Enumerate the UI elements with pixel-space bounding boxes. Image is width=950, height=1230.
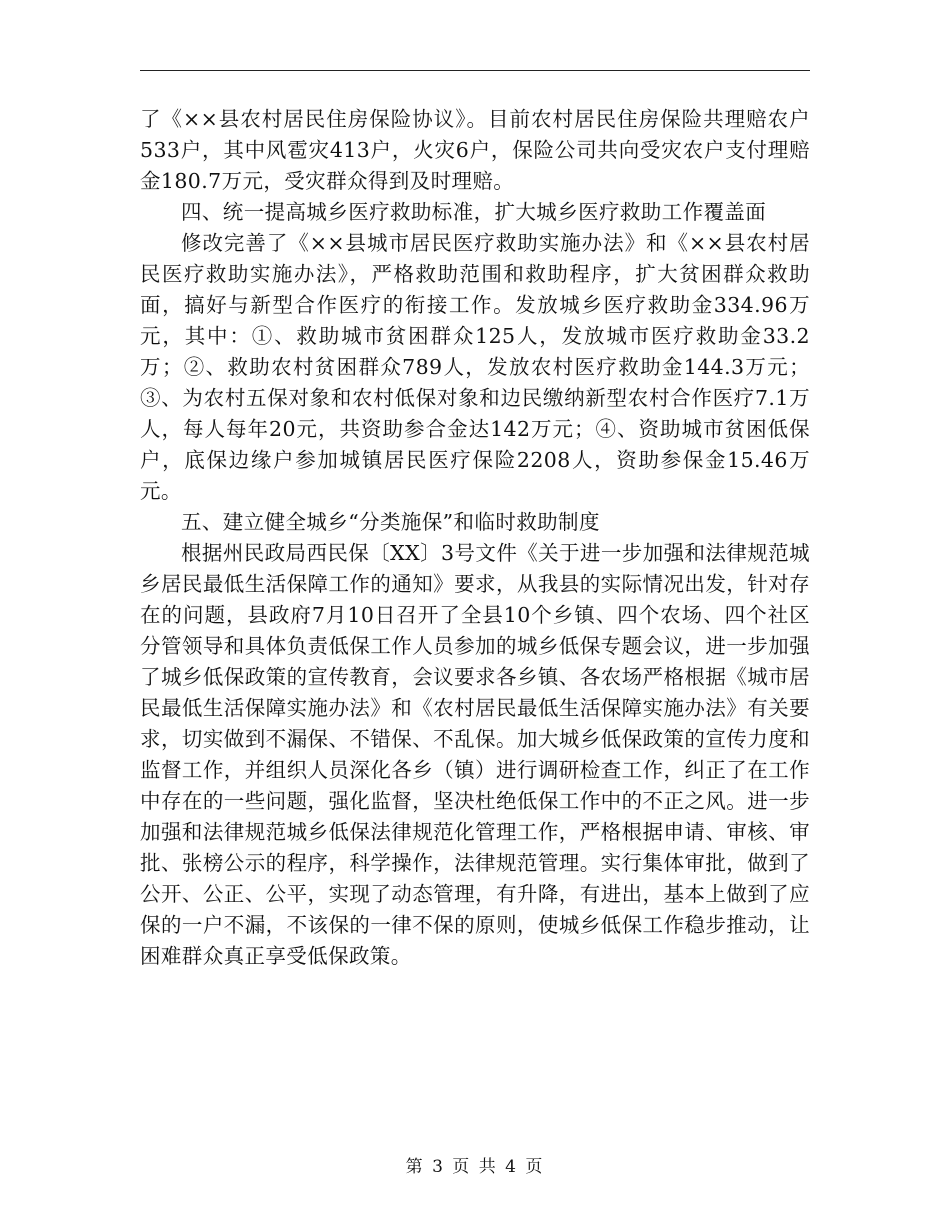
paragraph-low-income-security: 根据州民政局西民保〔XX〕3号文件《关于进一步加强和法律规范城乡居民最低生活保障工作的通知》要求，从我县的实际情况出发，针对存在的问题，县政府7月10日召开了全县10个乡镇、四个农场、四个社区分管领导和具体负责低保工作人员参加的城乡低保专题会议，进一步加强了城乡低保政策的宣传教育，会议要求各乡镇、各农场严格根据《城市居民最低生活保障实施办法》和《农村居民最低生活保障实施办法》有关要求，切实做到不漏保、不错保、不乱保。加大城乡低保政策的宣传力度和监督工作，并组织人员深化各乡（镇）进行调研检查工作，纠正了在工作中存在的一些问题，强化监督，坚决杜绝低保工作中的不正之风。进一步加强和法律规范城乡低保法律规范化管理工作，严格根据申请、审核、审批、张榜公示的程序，科学操作，法律规范管理。实行集体审批，做到了公开、公正、公平，实现了动态管理，有升降，有进出，基本上做到了应保的一户不漏，不该保的一律不保的原则，使城乡低保工作稳步推动，让困难群众真正享受低保政策。 (140, 541, 810, 968)
section-heading-5: 五、建立健全城乡“分类施保”和临时救助制度 (181, 510, 600, 534)
page-footer (0, 1152, 950, 1177)
section-heading-4: 四、统一提高城乡医疗救助标准，扩大城乡医疗救助工作覆盖面 (181, 200, 767, 224)
document-body (140, 104, 810, 972)
page-number: 第 3 页 共 4 页 (405, 1157, 545, 1177)
header-rule (140, 70, 810, 71)
paragraph-continuation: 了《××县农村居民住房保险协议》。目前农村居民住房保险共理赔农户533户，其中风雹灾413户，火灾6户，保险公司共向受灾农户支付理赔金180.7万元，受灾群众得到及时理赔。 (140, 107, 810, 193)
paragraph-medical-aid: 修改完善了《××县城市居民医疗救助实施办法》和《××县农村居民医疗救助实施办法》，严格救助范围和救助程序，扩大贫困群众救助面，搞好与新型合作医疗的衔接工作。发放城乡医疗救助金334.96万元，其中：①、救助城市贫困群众125人，发放城市医疗救助金33.2万；②、救助农村贫困群众789人，发放农村医疗救助金144.3万元；③、为农村五保对象和农村低保对象和边民缴纳新型农村合作医疗7.1万人，每人每年20元，共资助参合金达142万元；④、资助城市贫困低保户，底保边缘户参加城镇居民医疗保险2208人，资助参保金15.46万元。 (140, 231, 810, 503)
